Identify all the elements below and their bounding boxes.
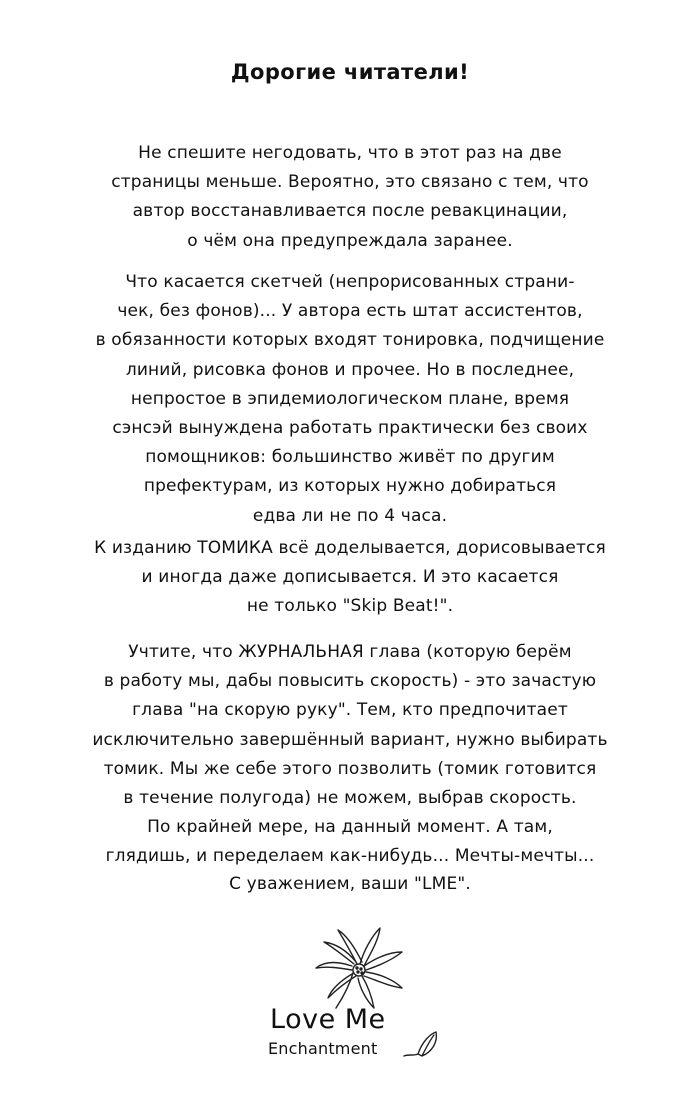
logo-subtitle: Enchantment [268,1039,378,1058]
text-line: страницы меньше. Вероятно, это связано с тем, что [111,172,589,193]
text-line: глава "на скорую руку". Тем, кто предпочитает [132,700,568,721]
text-line: глядишь, и переделаем как-нибудь... Мечты-мечты... [105,846,595,867]
leaf-icon [418,1032,436,1056]
paragraph-1 [40,139,660,256]
text-line: По крайней мере, на данный момент. А там, [147,817,553,838]
text-line: префектурам, из которых нужно добираться [143,476,557,497]
text-line: автор восстанавливается после ревакцинации, [132,201,568,222]
text-line: Что касается скетчей (непрорисованных страни- [125,272,575,292]
text-line: К изданию ТОМИКА всё доделывается, дорисовывается [94,538,606,558]
text-line: томик. Мы же себе этого позволить (томик готовится [103,758,597,779]
signature: С уважением, ваши "LME". [229,874,471,894]
text-line: чек, без фонов)... У автора есть штат ассистентов, [117,301,583,322]
text-line: Учтите, что ЖУРНАЛЬНАЯ глава (которую берём [128,642,572,662]
page-title: Дорогие читатели! [230,60,470,84]
text-line: Не спешите негодовать, что в этот раз на две [138,143,562,163]
text-line: исключительно завершённый вариант, нужно выбирать [92,729,608,750]
team-logo [258,922,458,1072]
logo-title: Love Me [270,1004,386,1035]
paragraph-4 [40,638,660,872]
paragraph-3 [40,534,660,622]
text-line: помощников: большинство живёт по другим [145,447,555,468]
text-line: о чём она предупреждала заранее. [187,230,513,251]
text-line: не только "Skip Beat!". [246,596,454,617]
text-line: в обязанности которых входят тонировка, подчищение [95,330,605,351]
text-line: в течение полугода) не можем, выбрав скорость. [123,788,577,809]
text-line: линий, рисовка фонов и прочее. Но в последнее, [125,359,575,380]
text-line: в работу мы, дабы повысить скорость) - это зачастую [103,671,597,692]
text-line: непростое в эпидемиологическом плане, время [130,388,570,409]
text-line: сэнсэй вынуждена работать практически без своих [112,418,588,439]
paragraph-2 [40,268,660,531]
text-line: и иногда даже дописывается. И это касается [141,567,559,588]
text-line: едва ли не по 4 часа. [252,505,448,526]
